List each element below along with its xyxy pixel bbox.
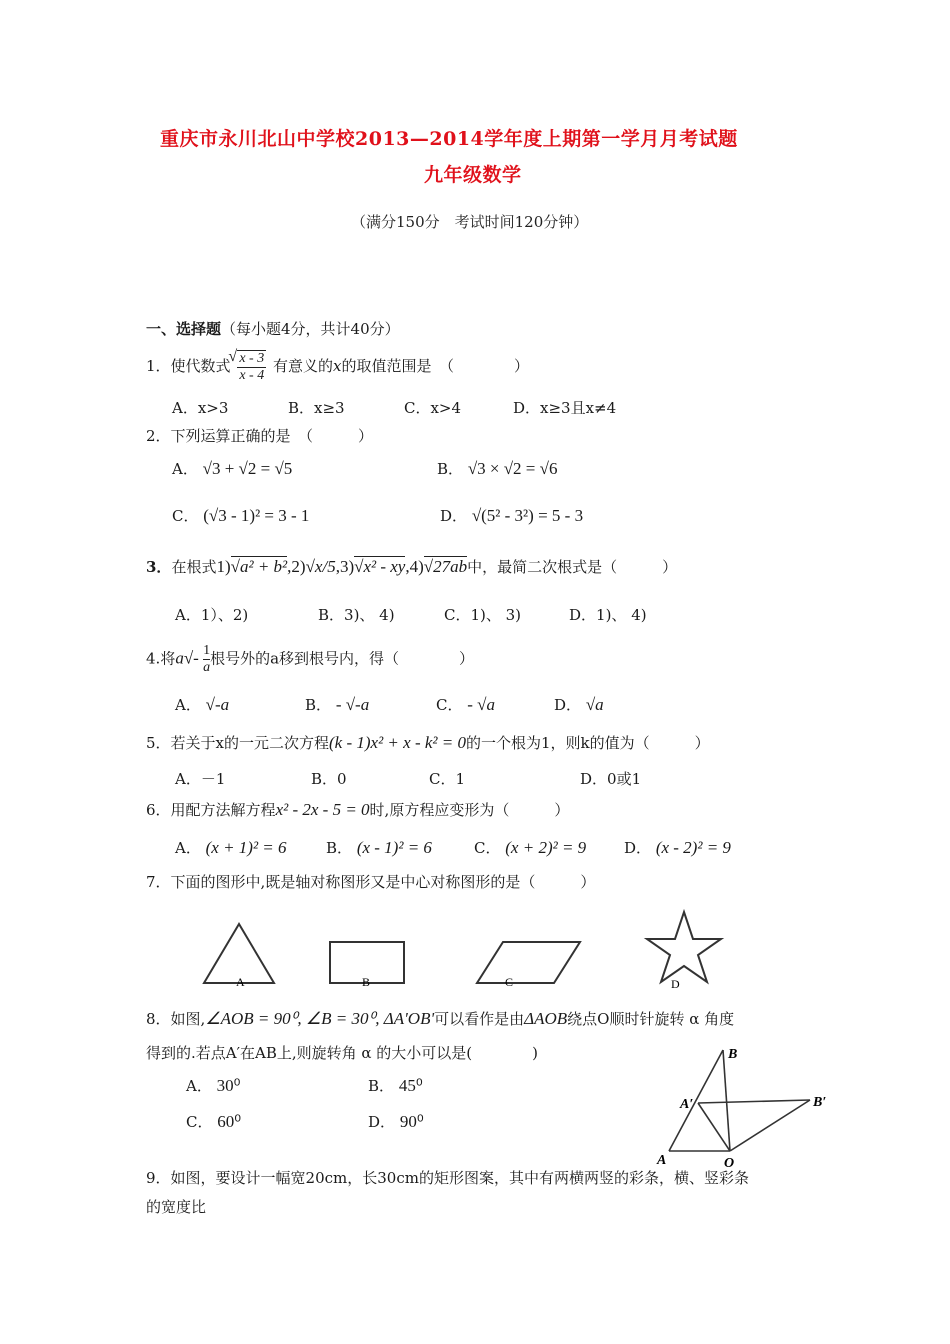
q3-option-b[interactable]: B．3)、 4) <box>318 606 395 624</box>
q2-option-b-label: B． <box>437 460 464 478</box>
exam-subject: 九年级数学 <box>424 164 522 186</box>
q4-option-b[interactable] <box>305 694 369 715</box>
q3-number: 3． <box>146 558 172 576</box>
q1-option-a[interactable]: A．x>3 <box>172 399 229 417</box>
q6-option-b-math: (x - 1)² = 6 <box>356 838 432 857</box>
q4-pre: 将 <box>160 649 176 668</box>
q2-option-d-label: D． <box>440 507 468 525</box>
fig-label-o: O <box>724 1156 735 1170</box>
q3-pre: 在根式 <box>171 558 217 576</box>
q6-option-a-label: A． <box>175 839 201 857</box>
q4-option-d-math: √a <box>585 695 604 714</box>
q4-option-b-math: - √-a <box>335 695 370 714</box>
q4-number: 4. <box>146 649 161 668</box>
exam-title: 重庆市永川北山中学校2013—2014学年度上期第一学月月考试题 <box>160 128 738 150</box>
q7-text: 下面的图形中,既是轴对称图形又是中心对称图形的是（ ） <box>170 873 596 891</box>
q3-option-a[interactable]: A．1）、2) <box>175 606 249 624</box>
segment-ab <box>669 1050 723 1151</box>
section-heading <box>146 318 400 339</box>
q1-var: x <box>333 357 342 375</box>
q4-option-c-label: C． <box>436 696 463 714</box>
q8-option-a-label: A． <box>186 1077 212 1095</box>
q6-option-a[interactable] <box>175 837 287 858</box>
q4-option-a-math: √-a <box>205 695 230 714</box>
q4-option-c-math: - √a <box>467 695 496 714</box>
q6-option-a-math: (x + 1)² = 6 <box>205 838 287 857</box>
question-3 <box>146 556 677 577</box>
q2-option-a-math: √3 + √2 = √5 <box>202 459 293 478</box>
q6-option-d[interactable] <box>624 837 731 858</box>
q9-line2: 的宽度比 <box>146 1198 207 1216</box>
q1-option-c[interactable]: C．x>4 <box>404 399 462 417</box>
q6-option-b[interactable] <box>326 837 432 858</box>
question-6 <box>146 799 569 820</box>
fig-label-a-prime: A′ <box>680 1097 694 1112</box>
q3-r1: √a² + b² <box>230 557 288 576</box>
q5-eq: (k - 1)x² + x - k² = 0 <box>329 733 466 752</box>
q8-option-b-label: B． <box>368 1077 395 1095</box>
question-5 <box>146 732 710 753</box>
question-9 <box>146 1167 749 1188</box>
q4-option-d-label: D． <box>554 696 582 714</box>
fig-label-b: B <box>728 1047 738 1062</box>
q3-r3: √x² - xy <box>354 557 406 576</box>
q2-option-c[interactable] <box>172 505 309 526</box>
q3-option-d[interactable]: D．1)、 4) <box>569 606 647 624</box>
question-2 <box>146 425 373 446</box>
q6-option-c-math: (x + 2)² = 9 <box>505 838 587 857</box>
q3-option-c[interactable]: C．1)、 3) <box>444 606 522 624</box>
q8-option-d-label: D． <box>368 1113 396 1131</box>
q2-option-b[interactable] <box>437 458 557 479</box>
q8-option-c-val: 60⁰ <box>217 1112 242 1131</box>
q3-m4: ,4) <box>405 557 424 576</box>
q8-option-a-val: 30⁰ <box>216 1076 241 1095</box>
q8-option-c[interactable] <box>186 1111 241 1132</box>
q8-rotation-figure <box>650 1040 840 1170</box>
q7-figures <box>190 905 730 995</box>
q8-post: 绕点O顺时针旋转 α 角度 <box>567 1010 735 1028</box>
segment-ob1 <box>730 1100 810 1151</box>
segment-a1b1 <box>698 1100 810 1103</box>
q5-option-b[interactable]: B．0 <box>311 770 347 788</box>
q2-option-d[interactable] <box>440 505 583 526</box>
q6-post: 时,原方程应变形为（ ） <box>369 801 570 819</box>
q1-option-b[interactable]: B．x≥3 <box>288 399 345 417</box>
q7-label-b: B <box>362 975 371 989</box>
q8-option-b[interactable] <box>368 1075 423 1096</box>
q1-fraction-num: √ x - 3 <box>228 348 265 366</box>
q6-eq: x² - 2x - 5 = 0 <box>275 800 370 819</box>
q5-option-a[interactable]: A．－1 <box>175 770 226 788</box>
q4-option-a[interactable] <box>175 694 229 715</box>
q4-option-a-label: A． <box>175 696 201 714</box>
q1-pre: 使代数式 <box>170 357 231 375</box>
q4-post: 根号外的a移到根号内，得（ ） <box>210 649 475 668</box>
q8-option-d-val: 90⁰ <box>399 1112 424 1131</box>
q8-line2: 得到的.若点A′在AB上,则旋转角 α 的大小可以是( ) <box>146 1044 539 1062</box>
q1-fraction <box>228 348 266 384</box>
q6-option-d-label: D． <box>624 839 652 857</box>
question-7 <box>146 871 595 892</box>
q3-m2: ,2) <box>287 557 306 576</box>
q2-option-c-label: C． <box>172 507 199 525</box>
q6-option-c[interactable] <box>474 837 586 858</box>
q8-mid: 可以看作是由 <box>434 1010 525 1028</box>
q2-text: 下列运算正确的是 （ ） <box>170 427 374 445</box>
exam-info: （满分150分 考试时间120分钟） <box>351 213 589 231</box>
question-1 <box>146 350 529 390</box>
q1-number: 1． <box>146 357 171 375</box>
fig-label-a: A <box>657 1153 667 1168</box>
parallelogram-shape[interactable] <box>477 942 580 983</box>
q4-option-c[interactable] <box>436 694 495 715</box>
q4-root: √- $\frac{1}{a}$ <box>183 643 211 675</box>
q8-tri: ΔAOB <box>524 1009 568 1028</box>
q2-option-b-math: √3 × √2 = √6 <box>467 459 558 478</box>
q6-number: 6． <box>146 801 171 819</box>
segment-oa1 <box>698 1103 730 1151</box>
q5-number: 5． <box>146 734 171 752</box>
fig-label-b-prime: B′ <box>813 1095 827 1110</box>
q8-option-a[interactable] <box>186 1075 240 1096</box>
q2-option-a-label: A． <box>172 460 198 478</box>
q8-option-d[interactable] <box>368 1111 424 1132</box>
q6-pre: 用配方法解方程 <box>170 801 276 819</box>
q2-option-a[interactable] <box>172 458 292 479</box>
q7-label-d: D <box>671 977 680 991</box>
q8-cond: ∠AOB = 90⁰, ∠B = 30⁰, ΔA'OB' <box>205 1009 435 1028</box>
q3-m1: 1) <box>216 557 231 576</box>
q7-label-a: A <box>236 975 245 989</box>
q4-option-d[interactable] <box>554 694 604 715</box>
q2-option-c-math: (√3 - 1)² = 3 - 1 <box>203 506 310 525</box>
q1-fraction-den: x - 4 <box>239 368 265 383</box>
q1-post2: 的取值范围是 （ ） <box>341 357 530 375</box>
q7-label-c: C <box>505 975 514 989</box>
q5-option-d[interactable]: D．0或1 <box>580 770 642 788</box>
q8-number: 8． <box>146 1010 171 1028</box>
q3-r2: √x/5 <box>305 557 336 576</box>
q3-post: 中，最简二次根式是（ ） <box>467 558 678 576</box>
question-4 <box>146 643 474 676</box>
q2-number: 2． <box>146 427 171 445</box>
section-note: （每小题4分，共计40分） <box>221 320 400 338</box>
star-shape[interactable] <box>647 912 721 982</box>
q1-option-d[interactable]: D．x≥3且x≠4 <box>513 399 617 417</box>
question-8 <box>146 1008 734 1029</box>
q8-option-b-val: 45⁰ <box>398 1076 423 1095</box>
q5-option-c[interactable]: C．1 <box>429 770 466 788</box>
q5-pre: 若关于x的一元二次方程 <box>170 734 330 752</box>
q4-option-b-label: B． <box>305 696 332 714</box>
q8-option-c-label: C． <box>186 1113 213 1131</box>
q9-number: 9． <box>146 1169 171 1187</box>
q1-post: 有意义的 <box>273 357 334 375</box>
q3-r4: √27ab <box>423 557 468 576</box>
q2-option-d-math: √(5² - 3²) = 5 - 3 <box>471 506 584 525</box>
q8-pre: 如图, <box>170 1010 206 1028</box>
section-title: 一、选择题 <box>146 320 222 338</box>
segment-ob <box>723 1050 730 1151</box>
q3-m3: ,3) <box>335 557 355 576</box>
q7-number: 7． <box>146 873 171 891</box>
q4-a: a <box>175 648 184 668</box>
q5-post: 的一个根为1，则k的值为（ ） <box>465 734 710 752</box>
q6-option-d-math: (x - 2)² = 9 <box>655 838 731 857</box>
q6-option-c-label: C． <box>474 839 501 857</box>
q6-option-b-label: B． <box>326 839 353 857</box>
q9-line1: 如图，要设计一幅宽20cm，长30cm的矩形图案，其中有两横两竖的彩条，横、竖彩条 <box>170 1169 749 1187</box>
